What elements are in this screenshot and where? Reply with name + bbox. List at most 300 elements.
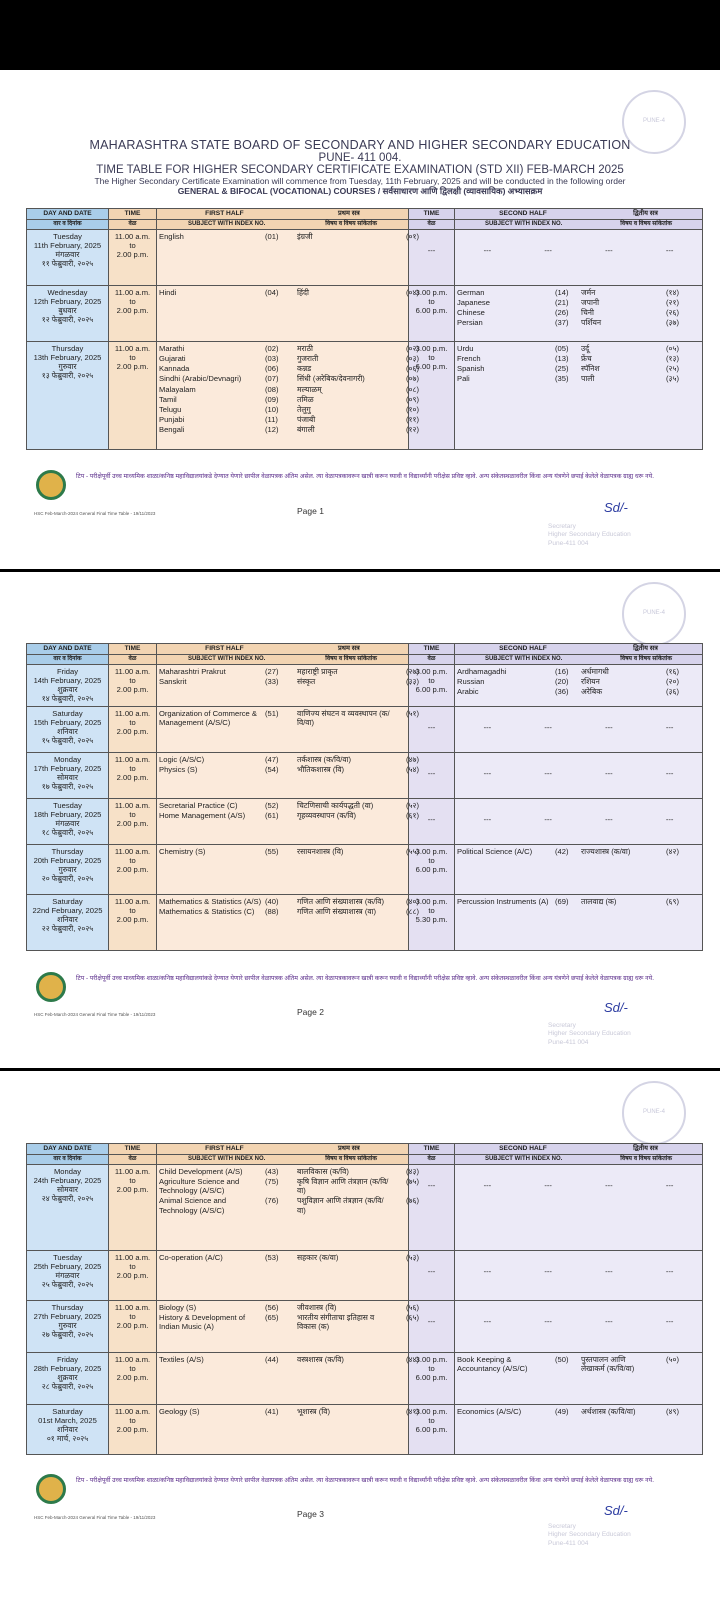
subject-entry xyxy=(457,687,700,696)
dash-mark: --- xyxy=(544,723,552,733)
first-half-subjects xyxy=(157,753,419,799)
day-date-en: 20th February, 2025 xyxy=(33,856,102,866)
day-day: Monday xyxy=(53,755,82,765)
first-half-time xyxy=(109,342,157,450)
dash-mark: --- xyxy=(544,1267,552,1277)
second-subject-label-mr: विषय व विषय सांकेतांक xyxy=(620,1155,673,1162)
subject-code: (05) xyxy=(555,344,569,354)
subject-code: (11) xyxy=(265,414,278,424)
secretary-stamp xyxy=(548,1523,631,1548)
time-line: 11.00 a.m. xyxy=(114,847,151,857)
column-time-2: TIME xyxy=(409,644,455,655)
subject-code-mr: (०४) xyxy=(406,288,419,298)
dash-mark: --- xyxy=(544,815,552,825)
subject-name: Punjabi xyxy=(159,414,185,424)
subject-entry xyxy=(457,667,700,676)
dash-mark: --- xyxy=(605,723,613,733)
second-half-time xyxy=(409,286,455,342)
subject-name-mr: अर्थशास्त्र (क/वि/वा) xyxy=(581,1407,636,1417)
column-time: TIME xyxy=(109,644,157,655)
dash-mark: --- xyxy=(483,1181,492,1191)
time-line: 2.00 p.m. xyxy=(116,1373,149,1383)
first-half-label: FIRST HALF xyxy=(205,645,244,652)
subject-name: History & Development of Indian Music (A) xyxy=(159,1313,246,1332)
day-date-mr: २७ फेब्रुवारी, २०२५ xyxy=(41,1330,94,1340)
subject-entry xyxy=(159,755,419,765)
subject-code: (40) xyxy=(265,897,279,907)
time-line: 2.00 p.m. xyxy=(116,1271,149,1281)
subject-name-mr: जीवशास्त्र (वि) xyxy=(297,1303,337,1313)
time-line: 2.00 p.m. xyxy=(116,685,149,695)
second-half-subjects xyxy=(455,707,703,753)
first-subject-label: SUBJECT WITH INDEX NO. xyxy=(187,1155,266,1162)
subject-name: Biology (S) xyxy=(159,1303,197,1313)
file-label: HSC Feb-March-2024 General Final Time Table - 19/11/2023 xyxy=(34,1515,156,1520)
dash-mark: --- xyxy=(483,723,492,733)
subject-name-mr: रशियन xyxy=(581,677,600,687)
second-half-subjects xyxy=(455,895,703,951)
subject-name-mr: उर्दू xyxy=(581,344,590,354)
subject-name-mr: मराठी xyxy=(297,344,313,354)
page-2 xyxy=(0,572,720,1068)
time-line: 2.00 p.m. xyxy=(116,727,149,737)
subject-code: (01) xyxy=(265,232,279,242)
subject-name-mr: कृषि विज्ञान आणि तंत्रज्ञान (क/वि/वा) xyxy=(297,1177,389,1196)
time-line: 3.00 p.m. xyxy=(415,1407,448,1417)
empty-dash: --- xyxy=(427,1317,436,1327)
dash-mark: --- xyxy=(544,769,552,779)
empty-dash: --- xyxy=(427,1181,436,1191)
second-half-label: SECOND HALF xyxy=(499,645,547,652)
subject-entry xyxy=(457,344,700,353)
subject-code-mr: (८८) xyxy=(406,907,419,917)
empty-dash: --- xyxy=(427,246,436,256)
first-half-time xyxy=(109,1353,157,1405)
subject-code-mr: (७६) xyxy=(406,1196,419,1206)
subject-code-mr: (२५) xyxy=(666,364,679,374)
subject-name-mr: गुजराती xyxy=(297,354,319,364)
subject-name: Agriculture Science and Technology (A/S/C) xyxy=(159,1177,240,1196)
first-half-label: FIRST HALF xyxy=(205,1145,244,1152)
subject-code: (47) xyxy=(265,755,279,765)
first-subject-label-mr: विषय व विषय सांकेतांक xyxy=(325,1155,378,1162)
subject-name-mr: पशुविज्ञान आणि तंत्रज्ञान (क/वि/वा) xyxy=(297,1196,384,1215)
time-line: 2.00 p.m. xyxy=(116,915,149,925)
subject-code: (55) xyxy=(265,847,279,857)
column-day: DAY AND DATE xyxy=(27,1144,109,1155)
second-half-subjects xyxy=(455,1353,703,1405)
subject-code: (75) xyxy=(265,1177,279,1187)
time-line: to xyxy=(129,1312,136,1322)
subject-name: Tamil xyxy=(159,394,177,404)
subject-name-mr: जपानी xyxy=(581,298,600,308)
first-half-time xyxy=(109,230,157,286)
subject-name-mr: भारतीय संगीताचा इतिहास व विकास (क) xyxy=(297,1313,375,1332)
commencement-note: The Higher Secondary Certificate Examination will commence from Tuesday, 11th February, 2025 and will be conducted in the following order xyxy=(94,176,626,186)
subject-code-mr: (४९) xyxy=(666,1407,679,1417)
subject-name-mr: पर्शियन xyxy=(581,318,602,328)
day-date-mr: २८ फेब्रुवारी, २०२५ xyxy=(41,1382,94,1392)
dash-mark: --- xyxy=(665,246,674,256)
subject-code: (42) xyxy=(555,847,569,857)
empty-dashes xyxy=(457,1167,700,1190)
subject-entry xyxy=(457,318,700,327)
board-seal: PUNE-4 xyxy=(622,1081,686,1145)
day-date-en: 11th February, 2025 xyxy=(33,241,102,251)
exam-day-row xyxy=(27,1251,703,1301)
dash-mark: --- xyxy=(544,1181,552,1191)
day-day: Tuesday xyxy=(53,801,82,811)
dash-mark: --- xyxy=(605,1267,613,1277)
subject-entry xyxy=(159,1177,419,1196)
subject-entry xyxy=(159,1407,419,1417)
second-half-subjects xyxy=(455,1251,703,1301)
second-half-subjects xyxy=(455,1301,703,1353)
day-date-en: 24th February, 2025 xyxy=(33,1176,102,1186)
second-half-label-mr: द्वितीय सत्र xyxy=(633,1145,658,1152)
subject-entry xyxy=(457,374,700,383)
subject-code-mr: (४३) xyxy=(406,1167,419,1177)
subject-name-mr: राज्यशास्त्र (क/वा) xyxy=(581,847,631,857)
time-line: to xyxy=(129,764,136,774)
time-line: 6.00 p.m. xyxy=(415,362,448,372)
time-line: 6.00 p.m. xyxy=(415,865,448,875)
subject-code: (51) xyxy=(265,709,279,719)
subject-entry xyxy=(159,374,419,384)
day-day: Tuesday xyxy=(53,1253,82,1263)
subject-name: Home Management (A/S) xyxy=(159,811,246,821)
subject-name-mr: इंग्रजी xyxy=(297,232,313,242)
subject-code: (61) xyxy=(265,811,279,821)
first-half-time xyxy=(109,1301,157,1353)
header-row xyxy=(27,209,703,220)
time-line: 11.00 a.m. xyxy=(114,232,151,242)
column-time-2: TIME xyxy=(409,1144,455,1155)
subject-entry xyxy=(159,677,419,687)
subject-entry xyxy=(457,364,700,373)
day-date-mr: २४ फेब्रुवारी, २०२५ xyxy=(41,1194,94,1204)
day-date-cell xyxy=(27,799,109,845)
time-line: to xyxy=(129,676,136,686)
empty-dashes xyxy=(457,755,700,778)
subject-code-mr: (०८) xyxy=(406,384,419,394)
column-day-mr: वार व दिनांक xyxy=(27,219,109,229)
subject-entry xyxy=(159,1196,419,1215)
subject-name-mr: वस्त्रशास्त्र (क/वि) xyxy=(297,1355,344,1365)
day-date-en: 28th February, 2025 xyxy=(33,1364,102,1374)
subject-entry xyxy=(159,765,419,775)
time-line: 11.00 a.m. xyxy=(114,1303,151,1313)
day-date-cell xyxy=(27,1353,109,1405)
column-time-mr: वेळ xyxy=(109,654,157,664)
time-line: to xyxy=(129,1176,136,1186)
first-half-label: FIRST HALF xyxy=(205,210,244,217)
second-subject-label: SUBJECT WITH INDEX NO. xyxy=(484,1155,563,1162)
column-first-half xyxy=(157,1144,409,1155)
second-half-label-mr: द्वितीय सत्र xyxy=(633,645,658,652)
exam-day-row xyxy=(27,1353,703,1405)
dash-mark: --- xyxy=(665,1317,674,1327)
subject-name-mr: तमिळ xyxy=(297,394,314,404)
day-day-mr: सोमवार xyxy=(57,1185,78,1195)
subject-code: (52) xyxy=(265,801,279,811)
time-line: 3.00 p.m. xyxy=(415,897,448,907)
day-day: Saturday xyxy=(52,1407,83,1417)
subject-name-mr: सिंधी (अरेबिक/देवनागरी) xyxy=(297,374,365,384)
subject-code: (04) xyxy=(265,288,279,298)
first-half-subjects xyxy=(157,665,419,707)
subject-code-mr: (४७) xyxy=(406,755,419,765)
subject-name: Textiles (A/S) xyxy=(159,1355,204,1365)
subject-name-mr: तालवाद्य (क) xyxy=(581,897,617,907)
subject-code: (08) xyxy=(265,384,279,394)
time-line: 3.00 p.m. xyxy=(415,847,448,857)
second-half-time xyxy=(409,845,455,895)
signature: Sd/- xyxy=(604,1000,628,1015)
subject-name: Mathematics & Statistics (C) xyxy=(159,907,255,917)
stamp-line-1: Secretary xyxy=(548,523,576,530)
stamp-line-1: Secretary xyxy=(548,1523,576,1530)
subject-entry xyxy=(457,897,700,906)
subject-name: Political Science (A/C) xyxy=(457,847,533,857)
day-date-mr: ११ फेब्रुवारी, २०२५ xyxy=(41,259,94,269)
subject-code: (49) xyxy=(555,1407,569,1417)
subject-code-mr: (४२) xyxy=(666,847,679,857)
time-line: 2.00 p.m. xyxy=(116,1425,149,1435)
column-time-2: TIME xyxy=(409,209,455,220)
subject-name-mr: भूशास्त्र (वि) xyxy=(297,1407,330,1417)
subject-name: Physics (S) xyxy=(159,765,198,775)
timetable-page-1 xyxy=(26,208,703,450)
first-half-subjects xyxy=(157,707,419,753)
first-subject-label: SUBJECT WITH INDEX NO. xyxy=(187,220,266,227)
column-time: TIME xyxy=(109,209,157,220)
subject-code-mr: (५०) xyxy=(666,1355,679,1365)
second-half-label: SECOND HALF xyxy=(499,210,547,217)
time-line: to xyxy=(428,856,435,866)
exam-day-row xyxy=(27,1301,703,1353)
dash-mark: --- xyxy=(665,769,674,779)
subject-code: (44) xyxy=(265,1355,279,1365)
time-line: 2.00 p.m. xyxy=(116,773,149,783)
subject-entry xyxy=(457,1355,700,1373)
empty-dashes xyxy=(457,1253,700,1276)
day-date-mr: १४ फेब्रुवारी, २०२५ xyxy=(41,694,94,704)
subject-entry xyxy=(159,354,419,364)
first-subject-header xyxy=(157,654,409,664)
timetable-title: TIME TABLE FOR HIGHER SECONDARY CERTIFICATE EXAMINATION (STD XII) FEB-MARCH 2025 xyxy=(96,164,624,176)
board-logo xyxy=(36,1474,66,1504)
first-half-time xyxy=(109,1165,157,1251)
day-day-mr: मंगळवार xyxy=(55,250,80,260)
second-subject-label-mr: विषय व विषय सांकेतांक xyxy=(620,220,673,227)
exam-day-row xyxy=(27,753,703,799)
exam-day-row xyxy=(27,665,703,707)
subject-entry xyxy=(159,709,419,728)
subject-name: Chinese xyxy=(457,308,485,318)
subject-code-mr: (५५) xyxy=(406,847,419,857)
subject-name-mr: अरेबिक xyxy=(581,687,603,697)
day-day-mr: सोमवार xyxy=(57,773,78,783)
dash-mark: --- xyxy=(665,1181,674,1191)
day-day-mr: मंगळवार xyxy=(55,819,80,829)
subject-name-mr: बंगाली xyxy=(297,424,315,434)
subject-name: Organization of Commerce & Management (A/S/C) xyxy=(159,709,257,728)
subject-name-mr: चिटणिसाची कार्यपद्धती (वा) xyxy=(297,801,374,811)
dash-mark: --- xyxy=(483,1317,492,1327)
exam-day-row xyxy=(27,1165,703,1251)
first-half-time xyxy=(109,1405,157,1455)
subject-code-mr: (६९) xyxy=(666,897,679,907)
empty-dash: --- xyxy=(427,769,436,779)
day-date-cell xyxy=(27,342,109,450)
file-label: HSC Feb-March-2024 General Final Time Table - 19/11/2023 xyxy=(34,511,156,516)
day-date-cell xyxy=(27,665,109,707)
column-time: TIME xyxy=(109,1144,157,1155)
stamp-line-3: Pune-411 004 xyxy=(548,539,589,547)
subject-code-mr: (५४) xyxy=(406,765,419,775)
time-line: 11.00 a.m. xyxy=(114,1253,151,1263)
subject-name: Chemistry (S) xyxy=(159,847,206,857)
time-line: 2.00 p.m. xyxy=(116,819,149,829)
day-day-mr: शुक्रवार xyxy=(57,685,78,695)
time-line: to xyxy=(129,906,136,916)
day-date-cell xyxy=(27,286,109,342)
column-day: DAY AND DATE xyxy=(27,644,109,655)
second-subject-header xyxy=(455,219,703,229)
signature: Sd/- xyxy=(604,500,628,515)
subject-code-mr: (२६) xyxy=(666,308,679,318)
subject-code-mr: (२०) xyxy=(666,677,679,687)
time-line: 11.00 a.m. xyxy=(114,1167,151,1177)
subject-name: Arabic xyxy=(457,687,479,697)
footer-note-text: टिप - परीक्षेपूर्वी उच्च माध्यमिक शाळा/कनिष्ठ महाविद्यालयांकडे देण्यात येणारे छापील वेळापत्रक अंतिम असेल. त्या वेळापत्रकावरून खात्री करून घ्यावी व विद्यार्थ्यांनी परीक्षेस प्रविष्ट व्हावे. अन्य संकेतस्थळावरील किंवा अन्य यंत्रणेने छपाई केलेले वेळापत्रक ग्राह्य धरू नये. xyxy=(76,473,654,480)
day-date-mr: १७ फेब्रुवारी, २०२५ xyxy=(41,782,94,792)
day-day: Thursday xyxy=(51,847,84,857)
subject-code: (76) xyxy=(265,1196,279,1206)
day-date-cell xyxy=(27,1301,109,1353)
second-half-time xyxy=(409,1405,455,1455)
column-second-half xyxy=(455,644,703,655)
time-line: 6.00 p.m. xyxy=(415,1425,448,1435)
first-half-subjects xyxy=(157,895,419,951)
subject-code: (20) xyxy=(555,677,569,687)
empty-dashes xyxy=(457,232,700,255)
day-date-cell xyxy=(27,1165,109,1251)
board-seal: PUNE-4 xyxy=(622,582,686,646)
time-line: to xyxy=(129,1416,136,1426)
subject-name-mr: संस्कृत xyxy=(297,677,316,687)
second-half-label: SECOND HALF xyxy=(499,1145,547,1152)
subject-name-mr: जर्मन xyxy=(581,288,596,298)
subject-code: (03) xyxy=(265,354,279,364)
subject-entry xyxy=(159,1303,419,1313)
subject-code: (54) xyxy=(265,765,279,775)
secretary-stamp xyxy=(548,1022,631,1047)
time-line: 2.00 p.m. xyxy=(116,362,149,372)
day-day-mr: शनिवार xyxy=(57,727,78,737)
subject-name: Spanish xyxy=(457,364,485,374)
first-half-label-mr: प्रथम सत्र xyxy=(337,1145,360,1152)
exam-day-row xyxy=(27,230,703,286)
second-half-subjects xyxy=(455,665,703,707)
subject-name: Book Keeping & Accountancy (A/S/C) xyxy=(457,1355,528,1374)
empty-dashes xyxy=(457,709,700,732)
second-half-time xyxy=(409,1353,455,1405)
subject-code-mr: (३७) xyxy=(666,318,679,328)
day-date-en: 25th February, 2025 xyxy=(33,1262,102,1272)
day-date-cell xyxy=(27,1251,109,1301)
subject-code: (35) xyxy=(555,374,569,384)
time-line: to xyxy=(428,353,435,363)
subject-name: Gujarati xyxy=(159,354,186,364)
time-line: 11.00 a.m. xyxy=(114,897,151,907)
subject-name-mr: हिंदी xyxy=(297,288,309,298)
time-line: 11.00 a.m. xyxy=(114,755,151,765)
day-day-mr: शुक्रवार xyxy=(57,1373,78,1383)
second-subject-header xyxy=(455,1154,703,1164)
subject-code-mr: (४०) xyxy=(406,897,419,907)
page-number: Page 2 xyxy=(297,1007,324,1017)
subject-code-mr: (०९) xyxy=(406,394,419,404)
subject-entry xyxy=(159,404,419,414)
footer-note-text: टिप - परीक्षेपूर्वी उच्च माध्यमिक शाळा/कनिष्ठ महाविद्यालयांकडे देण्यात येणारे छापील वेळापत्रक अंतिम असेल. त्या वेळापत्रकावरून खात्री करून घ्यावी व विद्यार्थ्यांनी परीक्षेस प्रविष्ट व्हावे. अन्य संकेतस्थळावरील किंवा अन्य यंत्रणेने छपाई केलेले वेळापत्रक ग्राह्य धरू नये. xyxy=(76,1477,654,1484)
day-day: Tuesday xyxy=(53,232,82,242)
subject-name: Ardhamagadhi xyxy=(457,667,507,677)
board-logo xyxy=(36,972,66,1002)
exam-day-row xyxy=(27,286,703,342)
subject-name: Telugu xyxy=(159,404,182,414)
subject-name: Marathi xyxy=(159,344,185,354)
subject-name-mr: तेलुगु xyxy=(297,404,311,414)
day-date-mr: ०१ मार्च, २०२५ xyxy=(46,1434,89,1444)
subject-code-mr: (०३) xyxy=(406,354,419,364)
first-half-subjects xyxy=(157,1165,419,1251)
dash-mark: --- xyxy=(665,1267,674,1277)
subject-code-mr: (०६) xyxy=(406,364,419,374)
day-date-cell xyxy=(27,707,109,753)
day-day: Monday xyxy=(53,1167,82,1177)
subject-entry xyxy=(457,298,700,307)
second-subject-label-mr: विषय व विषय सांकेतांक xyxy=(620,655,673,662)
subject-code: (50) xyxy=(555,1355,569,1365)
first-subject-header xyxy=(157,1154,409,1164)
empty-dash: --- xyxy=(427,1267,436,1277)
empty-dashes xyxy=(457,1303,700,1326)
dash-mark: --- xyxy=(544,1317,552,1327)
day-day: Wednesday xyxy=(47,288,88,298)
subject-code: (27) xyxy=(265,667,279,677)
first-subject-header xyxy=(157,219,409,229)
subject-code-mr: (०२) xyxy=(406,344,419,354)
first-half-subjects xyxy=(157,286,419,342)
subject-name: Logic (A/S/C) xyxy=(159,755,205,765)
stamp-line-2: Higher Secondary Education xyxy=(548,1531,631,1539)
subject-entry xyxy=(159,1253,419,1263)
subject-name-mr: गृहव्यवस्थापन (क/वि) xyxy=(297,811,356,821)
subject-code-mr: (७५) xyxy=(406,1177,419,1187)
subject-name-mr: चिनी xyxy=(581,308,594,318)
subject-name: Economics (A/S/C) xyxy=(457,1407,522,1417)
stamp-line-2: Higher Secondary Education xyxy=(548,1030,631,1038)
subject-code-mr: (३३) xyxy=(406,677,419,687)
subject-code-mr: (२१) xyxy=(666,298,679,308)
subject-code: (21) xyxy=(555,298,569,308)
column-time-2-mr: वेळ xyxy=(409,1154,455,1164)
dash-mark: --- xyxy=(483,769,492,779)
subject-entry xyxy=(159,1313,419,1332)
subject-name-mr: मल्याळम् xyxy=(297,384,322,394)
